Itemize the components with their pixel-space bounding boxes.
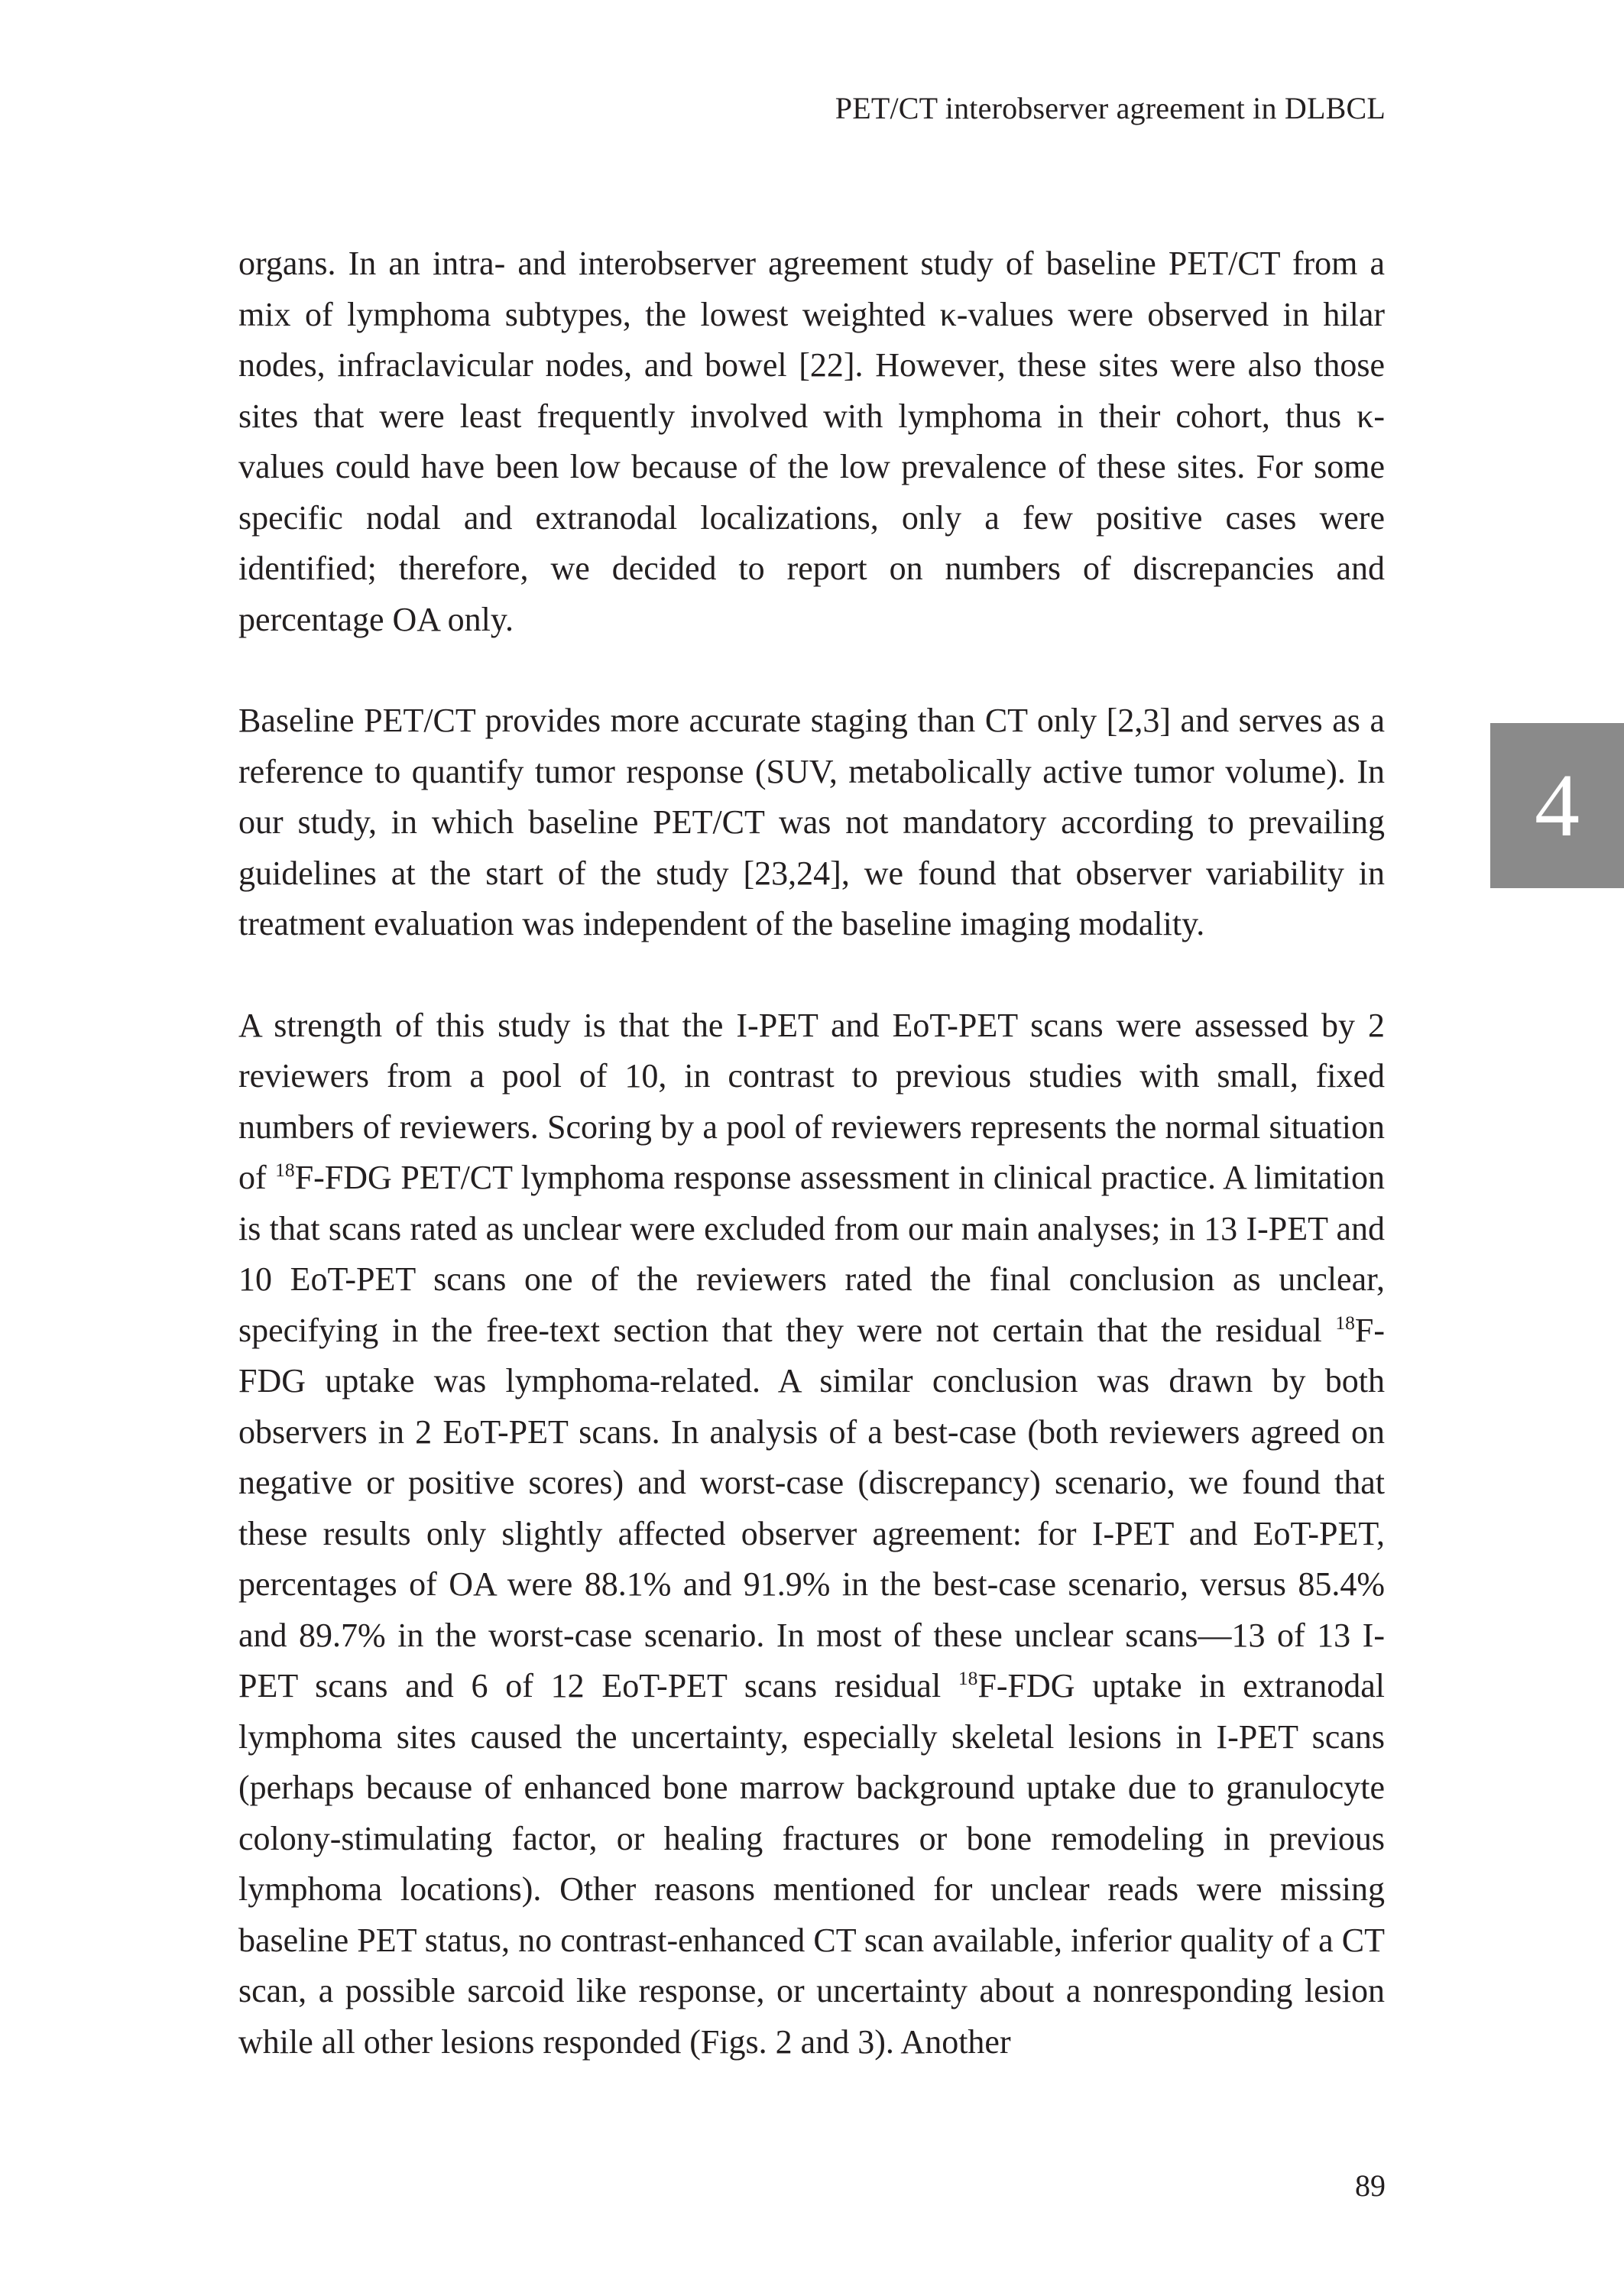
body-text [238, 238, 1385, 2068]
isotope-superscript: 18 [958, 1667, 978, 1690]
chapter-number: 4 [1535, 755, 1580, 855]
isotope-superscript: 18 [275, 1159, 295, 1182]
paragraph-3 [238, 1001, 1385, 2068]
paragraph-2: Baseline PET/CT provides more accurate staging than CT only [2,3] and serves as a reference to quantify tumor response (SUV, metabolically active tumor volume). In our study, in which baseline PET/CT was not mandatory according to prevailing guidelines at the start of the study [23,24], we found that observer variability in treatment evaluation was independent of the baseline imaging modality. [238, 702, 1385, 942]
isotope-superscript: 18 [1335, 1311, 1355, 1334]
running-header: PET/CT interobserver agreement in DLBCL [835, 91, 1386, 125]
chapter-tab [1490, 723, 1624, 888]
page-number: 89 [1355, 2168, 1386, 2203]
paragraph-3-part-3: F-FDG uptake was lymphoma-related. A similar conclusion was drawn by both observers in 2 EoT-PET scans. In analysis of a best-case (both reviewers agreed on negative or positive scores) and worst-case (discrepancy) scenario, we found that these results only slightly affected observer agreement: for I-PET and EoT-PET, percentages of OA were 88.1% and 91.9% in the best-case scenario, versus 85.4% and 89.7% in the worst-case scenario. In most of these unclear scans—13 of 13 I-PET scans and 6 of 12 EoT-PET scans residual [238, 1311, 1385, 1704]
paragraph-3-part-2: F-FDG PET/CT lymphoma response assessment in clinical practice. A limitation is that scans rated as unclear were excluded from our main analyses; in 13 I-PET and 10 EoT-PET scans one of the reviewers rated the final conclusion as unclear, specifying in the free-text section that they were not certain that the residual [238, 1159, 1385, 1349]
paragraph-1: organs. In an intra- and interobserver agreement study of baseline PET/CT from a mix of lymphoma subtypes, the lowest weighted κ-values were observed in hilar nodes, infraclavicular nodes, and bowel [22]. However, these sites were also those sites that were least frequently involved with lymphoma in their cohort, thus κ-values could have been low because of the low prevalence of these sites. For some specific nodal and extranodal localizations, only a few positive cases were identified; therefore, we decided to report on numbers of discrepancies and percentage OA only. [238, 245, 1385, 638]
paragraph-3-part-4: F-FDG uptake in extranodal lymphoma sites caused the uncertainty, especially skeletal lesions in I-PET scans (perhaps because of enhanced bone marrow background uptake due to granulocyte colony-stimulating factor, or healing fractures or bone remodeling in previous lymphoma locations). Other reasons mentioned for unclear reads were missing baseline PET status, no contrast-enhanced CT scan available, inferior quality of a CT scan, a possible sarcoid like response, or uncertainty about a nonresponding lesion while all other lesions responded (Figs. 2 and 3). Another [238, 1667, 1385, 2061]
paragraph-3-part-1: A strength of this study is that the I-PET and EoT-PET scans were assessed by 2 reviewers from a pool of 10, in contrast to previous studies with small, fixed numbers of reviewers. Scoring by a pool of reviewers represents the normal situation of [238, 1006, 1385, 1196]
